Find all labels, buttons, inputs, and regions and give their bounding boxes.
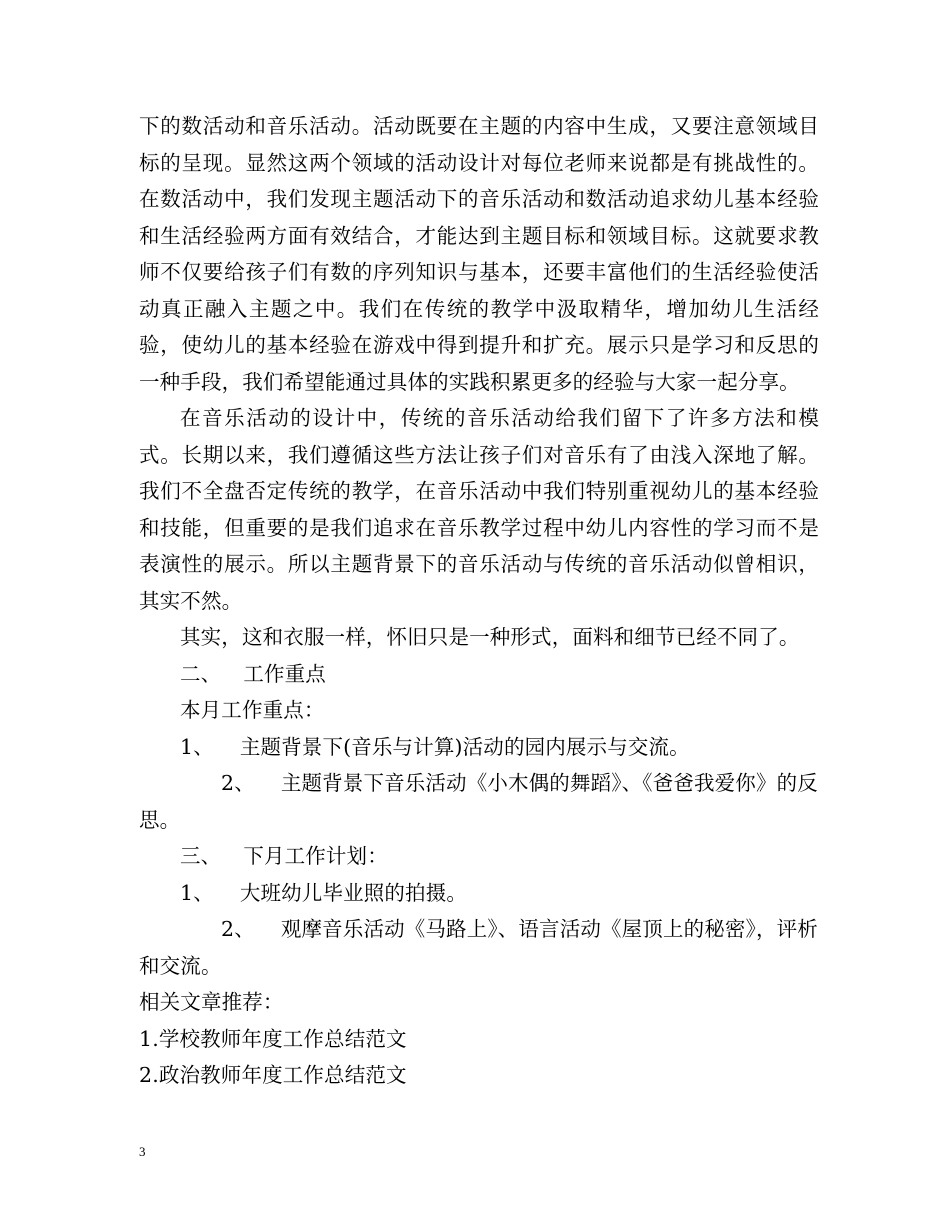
- section-two-item-2: [139, 765, 819, 838]
- section-two-subtitle: 本月工作重点：: [180, 698, 325, 722]
- document-body: [139, 108, 819, 1094]
- item-text: 大班幼儿毕业照的拍摄。: [239, 880, 467, 905]
- item-text: 观摩音乐活动《马路上》、语言活动《屋顶上的秘密》，评析和交流。: [139, 917, 818, 978]
- section-three-item-1: [139, 875, 819, 912]
- item-number: 2、: [221, 917, 255, 941]
- section-three-item-2: [139, 911, 819, 984]
- section-three-number: 三、: [180, 844, 222, 868]
- page-number: 3: [139, 1144, 146, 1159]
- paragraph-intro-continued: 下的数活动和音乐活动。活动既要在主题的内容中生成，又要注意领域目标的呈现。显然这两个领域的活动设计对每位老师来说都是有挑战性的。在数活动中，我们发现主题活动下的音乐活动和数活动追求幼儿基本经验和生活经验两方面有效结合，才能达到主题目标和领域目标。这就要求教师不仅要给孩子们有数的序列知识与基本，还要丰富他们的生活经验使活动真正融入主题之中。我们在传统的教学中汲取精华，增加幼儿生活经验，使幼儿的基本经验在游戏中得到提升和扩充。展示只是学习和反思的一种手段，我们希望能通过具体的实践积累更多的经验与大家一起分享。: [139, 114, 819, 394]
- item-text: 主题背景下(音乐与计算)活动的园内展示与交流。: [239, 734, 690, 759]
- item-number: 1、: [180, 880, 214, 905]
- paragraph-music-design: 在音乐活动的设计中，传统的音乐活动给我们留下了许多方法和模式。长期以来，我们遵循这些方法让孩子们对音乐有了由浅入深地了解。我们不全盘否定传统的教学，在音乐活动中我们特别重视幼儿的基本经验和技能，但重要的是我们追求在音乐教学过程中幼儿内容性的学习而不是表演性的展示。所以主题背景下的音乐活动与传统的音乐活动似曾相识，其实不然。: [139, 406, 819, 613]
- section-two-title: 工作重点: [243, 661, 326, 686]
- item-text: 主题背景下音乐活动《小木偶的舞蹈》、《爸爸我爱你》的反思。: [139, 771, 818, 832]
- item-number: 1、: [180, 734, 214, 759]
- section-two-item-1: [139, 729, 819, 766]
- section-two-heading: [139, 656, 819, 693]
- related-article-link-2[interactable]: 2.政治教师年度工作总结范文: [139, 1063, 407, 1087]
- related-article-link-1[interactable]: 1.学校教师年度工作总结范文: [139, 1026, 407, 1051]
- section-two-number: 二、: [180, 661, 222, 686]
- paragraph-clothes-analogy: 其实，这和衣服一样，怀旧只是一种形式，面料和细节已经不同了。: [180, 625, 800, 649]
- section-three-title: 下月工作计划：: [243, 844, 388, 868]
- related-articles-heading: 相关文章推荐：: [139, 990, 284, 1014]
- section-three-heading: [139, 838, 819, 875]
- item-number: 2、: [221, 771, 255, 795]
